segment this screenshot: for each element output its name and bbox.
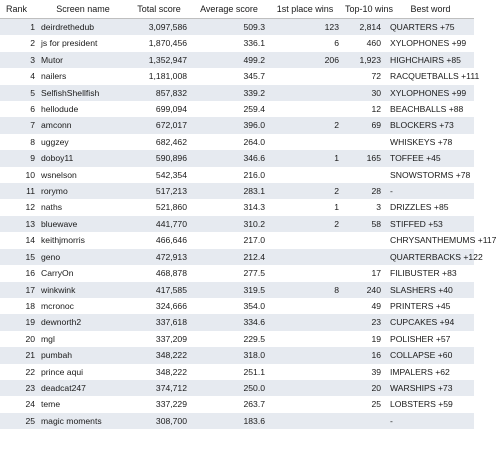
cell-best-word: CHRYSANTHEMUMS +117 xyxy=(384,232,474,248)
table-row[interactable] xyxy=(0,413,474,429)
cell-screen-name: rorymo xyxy=(38,183,128,199)
cell-best-word: WARSHIPS +73 xyxy=(384,380,474,396)
table-row[interactable] xyxy=(0,216,474,232)
cell-average-score: 499.2 xyxy=(190,52,268,68)
cell-average-score: 346.6 xyxy=(190,150,268,166)
cell-rank: 4 xyxy=(0,68,38,84)
table-row[interactable] xyxy=(0,85,474,101)
cell-average-score: 314.3 xyxy=(190,199,268,215)
cell-screen-name: mcronoc xyxy=(38,298,128,314)
cell-total-score: 517,213 xyxy=(128,183,190,199)
cell-first-place-wins xyxy=(268,85,342,101)
cell-top10-wins: 69 xyxy=(342,117,384,133)
cell-best-word: COLLAPSE +60 xyxy=(384,347,474,363)
table-row[interactable] xyxy=(0,298,474,314)
cell-average-score: 336.1 xyxy=(190,35,268,51)
cell-average-score: 251.1 xyxy=(190,364,268,380)
cell-average-score: 310.2 xyxy=(190,216,268,232)
cell-average-score: 263.7 xyxy=(190,396,268,412)
cell-average-score: 216.0 xyxy=(190,167,268,183)
cell-screen-name: deirdrethedub xyxy=(38,19,128,36)
header-rank[interactable]: Rank xyxy=(0,0,38,19)
cell-best-word: XYLOPHONES +99 xyxy=(384,85,474,101)
cell-average-score: 345.7 xyxy=(190,68,268,84)
cell-average-score: 212.4 xyxy=(190,249,268,265)
cell-first-place-wins xyxy=(268,68,342,84)
cell-top10-wins: 1,923 xyxy=(342,52,384,68)
cell-first-place-wins: 1 xyxy=(268,150,342,166)
cell-screen-name: bluewave xyxy=(38,216,128,232)
cell-total-score: 857,832 xyxy=(128,85,190,101)
table-row[interactable] xyxy=(0,396,474,412)
cell-screen-name: nailers xyxy=(38,68,128,84)
table-row[interactable] xyxy=(0,364,474,380)
cell-rank: 9 xyxy=(0,150,38,166)
cell-rank: 25 xyxy=(0,413,38,429)
cell-top10-wins: 16 xyxy=(342,347,384,363)
cell-best-word: LOBSTERS +59 xyxy=(384,396,474,412)
cell-total-score: 472,913 xyxy=(128,249,190,265)
cell-total-score: 468,878 xyxy=(128,265,190,281)
cell-total-score: 542,354 xyxy=(128,167,190,183)
table-row[interactable] xyxy=(0,167,474,183)
cell-screen-name: winkwink xyxy=(38,282,128,298)
cell-total-score: 374,712 xyxy=(128,380,190,396)
cell-total-score: 308,700 xyxy=(128,413,190,429)
cell-top10-wins: 19 xyxy=(342,331,384,347)
cell-top10-wins: 30 xyxy=(342,85,384,101)
cell-rank: 20 xyxy=(0,331,38,347)
cell-average-score: 183.6 xyxy=(190,413,268,429)
cell-total-score: 1,181,008 xyxy=(128,68,190,84)
cell-rank: 22 xyxy=(0,364,38,380)
cell-screen-name: SelfishShellfish xyxy=(38,85,128,101)
table-row[interactable] xyxy=(0,199,474,215)
cell-first-place-wins xyxy=(268,331,342,347)
cell-top10-wins xyxy=(342,232,384,248)
cell-best-word: WHISKEYS +78 xyxy=(384,134,474,150)
cell-first-place-wins: 8 xyxy=(268,282,342,298)
cell-best-word: PRINTERS +45 xyxy=(384,298,474,314)
cell-total-score: 337,229 xyxy=(128,396,190,412)
cell-average-score: 283.1 xyxy=(190,183,268,199)
cell-rank: 13 xyxy=(0,216,38,232)
cell-top10-wins: 20 xyxy=(342,380,384,396)
cell-top10-wins: 49 xyxy=(342,298,384,314)
cell-best-word: BEACHBALLS +88 xyxy=(384,101,474,117)
cell-screen-name: js for president xyxy=(38,35,128,51)
cell-first-place-wins: 206 xyxy=(268,52,342,68)
table-row[interactable] xyxy=(0,331,474,347)
cell-screen-name: dewnorth2 xyxy=(38,314,128,330)
cell-best-word: BLOCKERS +73 xyxy=(384,117,474,133)
cell-screen-name: wsnelson xyxy=(38,167,128,183)
cell-top10-wins: 58 xyxy=(342,216,384,232)
cell-rank: 7 xyxy=(0,117,38,133)
table-row[interactable] xyxy=(0,232,474,248)
cell-rank: 21 xyxy=(0,347,38,363)
cell-top10-wins: 28 xyxy=(342,183,384,199)
cell-rank: 24 xyxy=(0,396,38,412)
table-body xyxy=(0,19,496,430)
cell-average-score: 259.4 xyxy=(190,101,268,117)
cell-rank: 2 xyxy=(0,35,38,51)
cell-rank: 17 xyxy=(0,282,38,298)
cell-best-word: SLASHERS +40 xyxy=(384,282,474,298)
cell-first-place-wins: 2 xyxy=(268,117,342,133)
cell-screen-name: CarryOn xyxy=(38,265,128,281)
cell-average-score: 277.5 xyxy=(190,265,268,281)
header-total-score[interactable]: Total score xyxy=(128,0,190,19)
header-row xyxy=(0,0,474,19)
cell-best-word: RACQUETBALLS +111 xyxy=(384,68,474,84)
table-row[interactable] xyxy=(0,282,474,298)
cell-best-word: QUARTERS +75 xyxy=(384,19,474,36)
cell-screen-name: uggzey xyxy=(38,134,128,150)
cell-rank: 8 xyxy=(0,134,38,150)
cell-first-place-wins: 123 xyxy=(268,19,342,36)
cell-best-word: FILIBUSTER +83 xyxy=(384,265,474,281)
cell-top10-wins xyxy=(342,413,384,429)
cell-top10-wins: 25 xyxy=(342,396,384,412)
cell-screen-name: keithjmorris xyxy=(38,232,128,248)
cell-screen-name: Mutor xyxy=(38,52,128,68)
cell-top10-wins: 165 xyxy=(342,150,384,166)
cell-best-word: - xyxy=(384,413,474,429)
cell-rank: 5 xyxy=(0,85,38,101)
cell-first-place-wins xyxy=(268,298,342,314)
cell-rank: 1 xyxy=(0,19,38,36)
header-first-place-wins[interactable]: 1st place wins xyxy=(268,0,342,19)
table-row[interactable] xyxy=(0,35,474,51)
cell-total-score: 590,896 xyxy=(128,150,190,166)
cell-top10-wins xyxy=(342,249,384,265)
cell-first-place-wins xyxy=(268,232,342,248)
cell-best-word: HIGHCHAIRS +85 xyxy=(384,52,474,68)
cell-top10-wins: 39 xyxy=(342,364,384,380)
cell-first-place-wins xyxy=(268,396,342,412)
cell-rank: 10 xyxy=(0,167,38,183)
cell-total-score: 337,618 xyxy=(128,314,190,330)
cell-screen-name: prince aqui xyxy=(38,364,128,380)
cell-total-score: 521,860 xyxy=(128,199,190,215)
cell-average-score: 396.0 xyxy=(190,117,268,133)
header-average-score[interactable]: Average score xyxy=(190,0,268,19)
header-screen-name[interactable]: Screen name xyxy=(38,0,128,19)
cell-total-score: 682,462 xyxy=(128,134,190,150)
cell-screen-name: pumbah xyxy=(38,347,128,363)
cell-average-score: 334.6 xyxy=(190,314,268,330)
cell-average-score: 250.0 xyxy=(190,380,268,396)
table-row[interactable] xyxy=(0,314,474,330)
cell-best-word: STIFFED +53 xyxy=(384,216,474,232)
cell-rank: 16 xyxy=(0,265,38,281)
cell-top10-wins: 72 xyxy=(342,68,384,84)
table-row[interactable] xyxy=(0,183,474,199)
cell-first-place-wins: 2 xyxy=(268,216,342,232)
cell-total-score: 417,585 xyxy=(128,282,190,298)
cell-top10-wins xyxy=(342,134,384,150)
table-row[interactable] xyxy=(0,117,474,133)
table-row[interactable] xyxy=(0,19,474,36)
cell-first-place-wins xyxy=(268,347,342,363)
cell-screen-name: naths xyxy=(38,199,128,215)
cell-first-place-wins xyxy=(268,413,342,429)
cell-first-place-wins xyxy=(268,167,342,183)
cell-screen-name: doboy11 xyxy=(38,150,128,166)
cell-top10-wins: 17 xyxy=(342,265,384,281)
cell-total-score: 441,770 xyxy=(128,216,190,232)
cell-screen-name: hellodude xyxy=(38,101,128,117)
cell-first-place-wins: 2 xyxy=(268,183,342,199)
cell-rank: 11 xyxy=(0,183,38,199)
cell-best-word: - xyxy=(384,183,474,199)
cell-best-word: DRIZZLES +85 xyxy=(384,199,474,215)
table-row[interactable] xyxy=(0,150,474,166)
cell-first-place-wins xyxy=(268,249,342,265)
cell-screen-name: deadcat247 xyxy=(38,380,128,396)
cell-rank: 12 xyxy=(0,199,38,215)
cell-first-place-wins xyxy=(268,364,342,380)
cell-total-score: 1,352,947 xyxy=(128,52,190,68)
table-row[interactable] xyxy=(0,52,474,68)
cell-rank: 23 xyxy=(0,380,38,396)
table-row[interactable] xyxy=(0,101,474,117)
cell-top10-wins: 23 xyxy=(342,314,384,330)
cell-rank: 14 xyxy=(0,232,38,248)
header-best-word[interactable]: Best word xyxy=(384,0,474,19)
cell-first-place-wins xyxy=(268,134,342,150)
cell-rank: 6 xyxy=(0,101,38,117)
cell-total-score: 324,666 xyxy=(128,298,190,314)
cell-rank: 19 xyxy=(0,314,38,330)
cell-top10-wins: 12 xyxy=(342,101,384,117)
table-row[interactable] xyxy=(0,265,474,281)
cell-screen-name: amconn xyxy=(38,117,128,133)
cell-top10-wins: 2,814 xyxy=(342,19,384,36)
cell-rank: 3 xyxy=(0,52,38,68)
cell-top10-wins: 240 xyxy=(342,282,384,298)
cell-total-score: 3,097,586 xyxy=(128,19,190,36)
cell-top10-wins: 460 xyxy=(342,35,384,51)
cell-screen-name: teme xyxy=(38,396,128,412)
cell-top10-wins xyxy=(342,167,384,183)
cell-best-word: CUPCAKES +94 xyxy=(384,314,474,330)
cell-screen-name: mgl xyxy=(38,331,128,347)
cell-best-word: POLISHER +57 xyxy=(384,331,474,347)
cell-first-place-wins xyxy=(268,380,342,396)
cell-total-score: 699,094 xyxy=(128,101,190,117)
cell-first-place-wins xyxy=(268,101,342,117)
cell-first-place-wins xyxy=(268,265,342,281)
cell-total-score: 1,870,456 xyxy=(128,35,190,51)
table-row[interactable] xyxy=(0,249,474,265)
cell-average-score: 318.0 xyxy=(190,347,268,363)
cell-rank: 18 xyxy=(0,298,38,314)
cell-screen-name: geno xyxy=(38,249,128,265)
cell-average-score: 229.5 xyxy=(190,331,268,347)
table-row[interactable] xyxy=(0,134,474,150)
cell-average-score: 339.2 xyxy=(190,85,268,101)
cell-top10-wins: 3 xyxy=(342,199,384,215)
cell-average-score: 509.3 xyxy=(190,19,268,36)
cell-average-score: 217.0 xyxy=(190,232,268,248)
cell-average-score: 319.5 xyxy=(190,282,268,298)
cell-best-word: SNOWSTORMS +78 xyxy=(384,167,474,183)
cell-best-word: TOFFEE +45 xyxy=(384,150,474,166)
cell-total-score: 672,017 xyxy=(128,117,190,133)
table-row[interactable] xyxy=(0,347,474,363)
cell-total-score: 348,222 xyxy=(128,364,190,380)
cell-total-score: 466,646 xyxy=(128,232,190,248)
cell-first-place-wins: 6 xyxy=(268,35,342,51)
cell-average-score: 264.0 xyxy=(190,134,268,150)
cell-total-score: 337,209 xyxy=(128,331,190,347)
table-row[interactable] xyxy=(0,380,474,396)
cell-first-place-wins xyxy=(268,314,342,330)
cell-best-word: QUARTERBACKS +122 xyxy=(384,249,474,265)
cell-rank: 15 xyxy=(0,249,38,265)
cell-best-word: XYLOPHONES +99 xyxy=(384,35,474,51)
cell-first-place-wins: 1 xyxy=(268,199,342,215)
table-row[interactable] xyxy=(0,68,474,84)
cell-screen-name: magic moments xyxy=(38,413,128,429)
cell-total-score: 348,222 xyxy=(128,347,190,363)
cell-average-score: 354.0 xyxy=(190,298,268,314)
cell-best-word: IMPALERS +62 xyxy=(384,364,474,380)
header-top10-wins[interactable]: Top-10 wins xyxy=(342,0,384,19)
